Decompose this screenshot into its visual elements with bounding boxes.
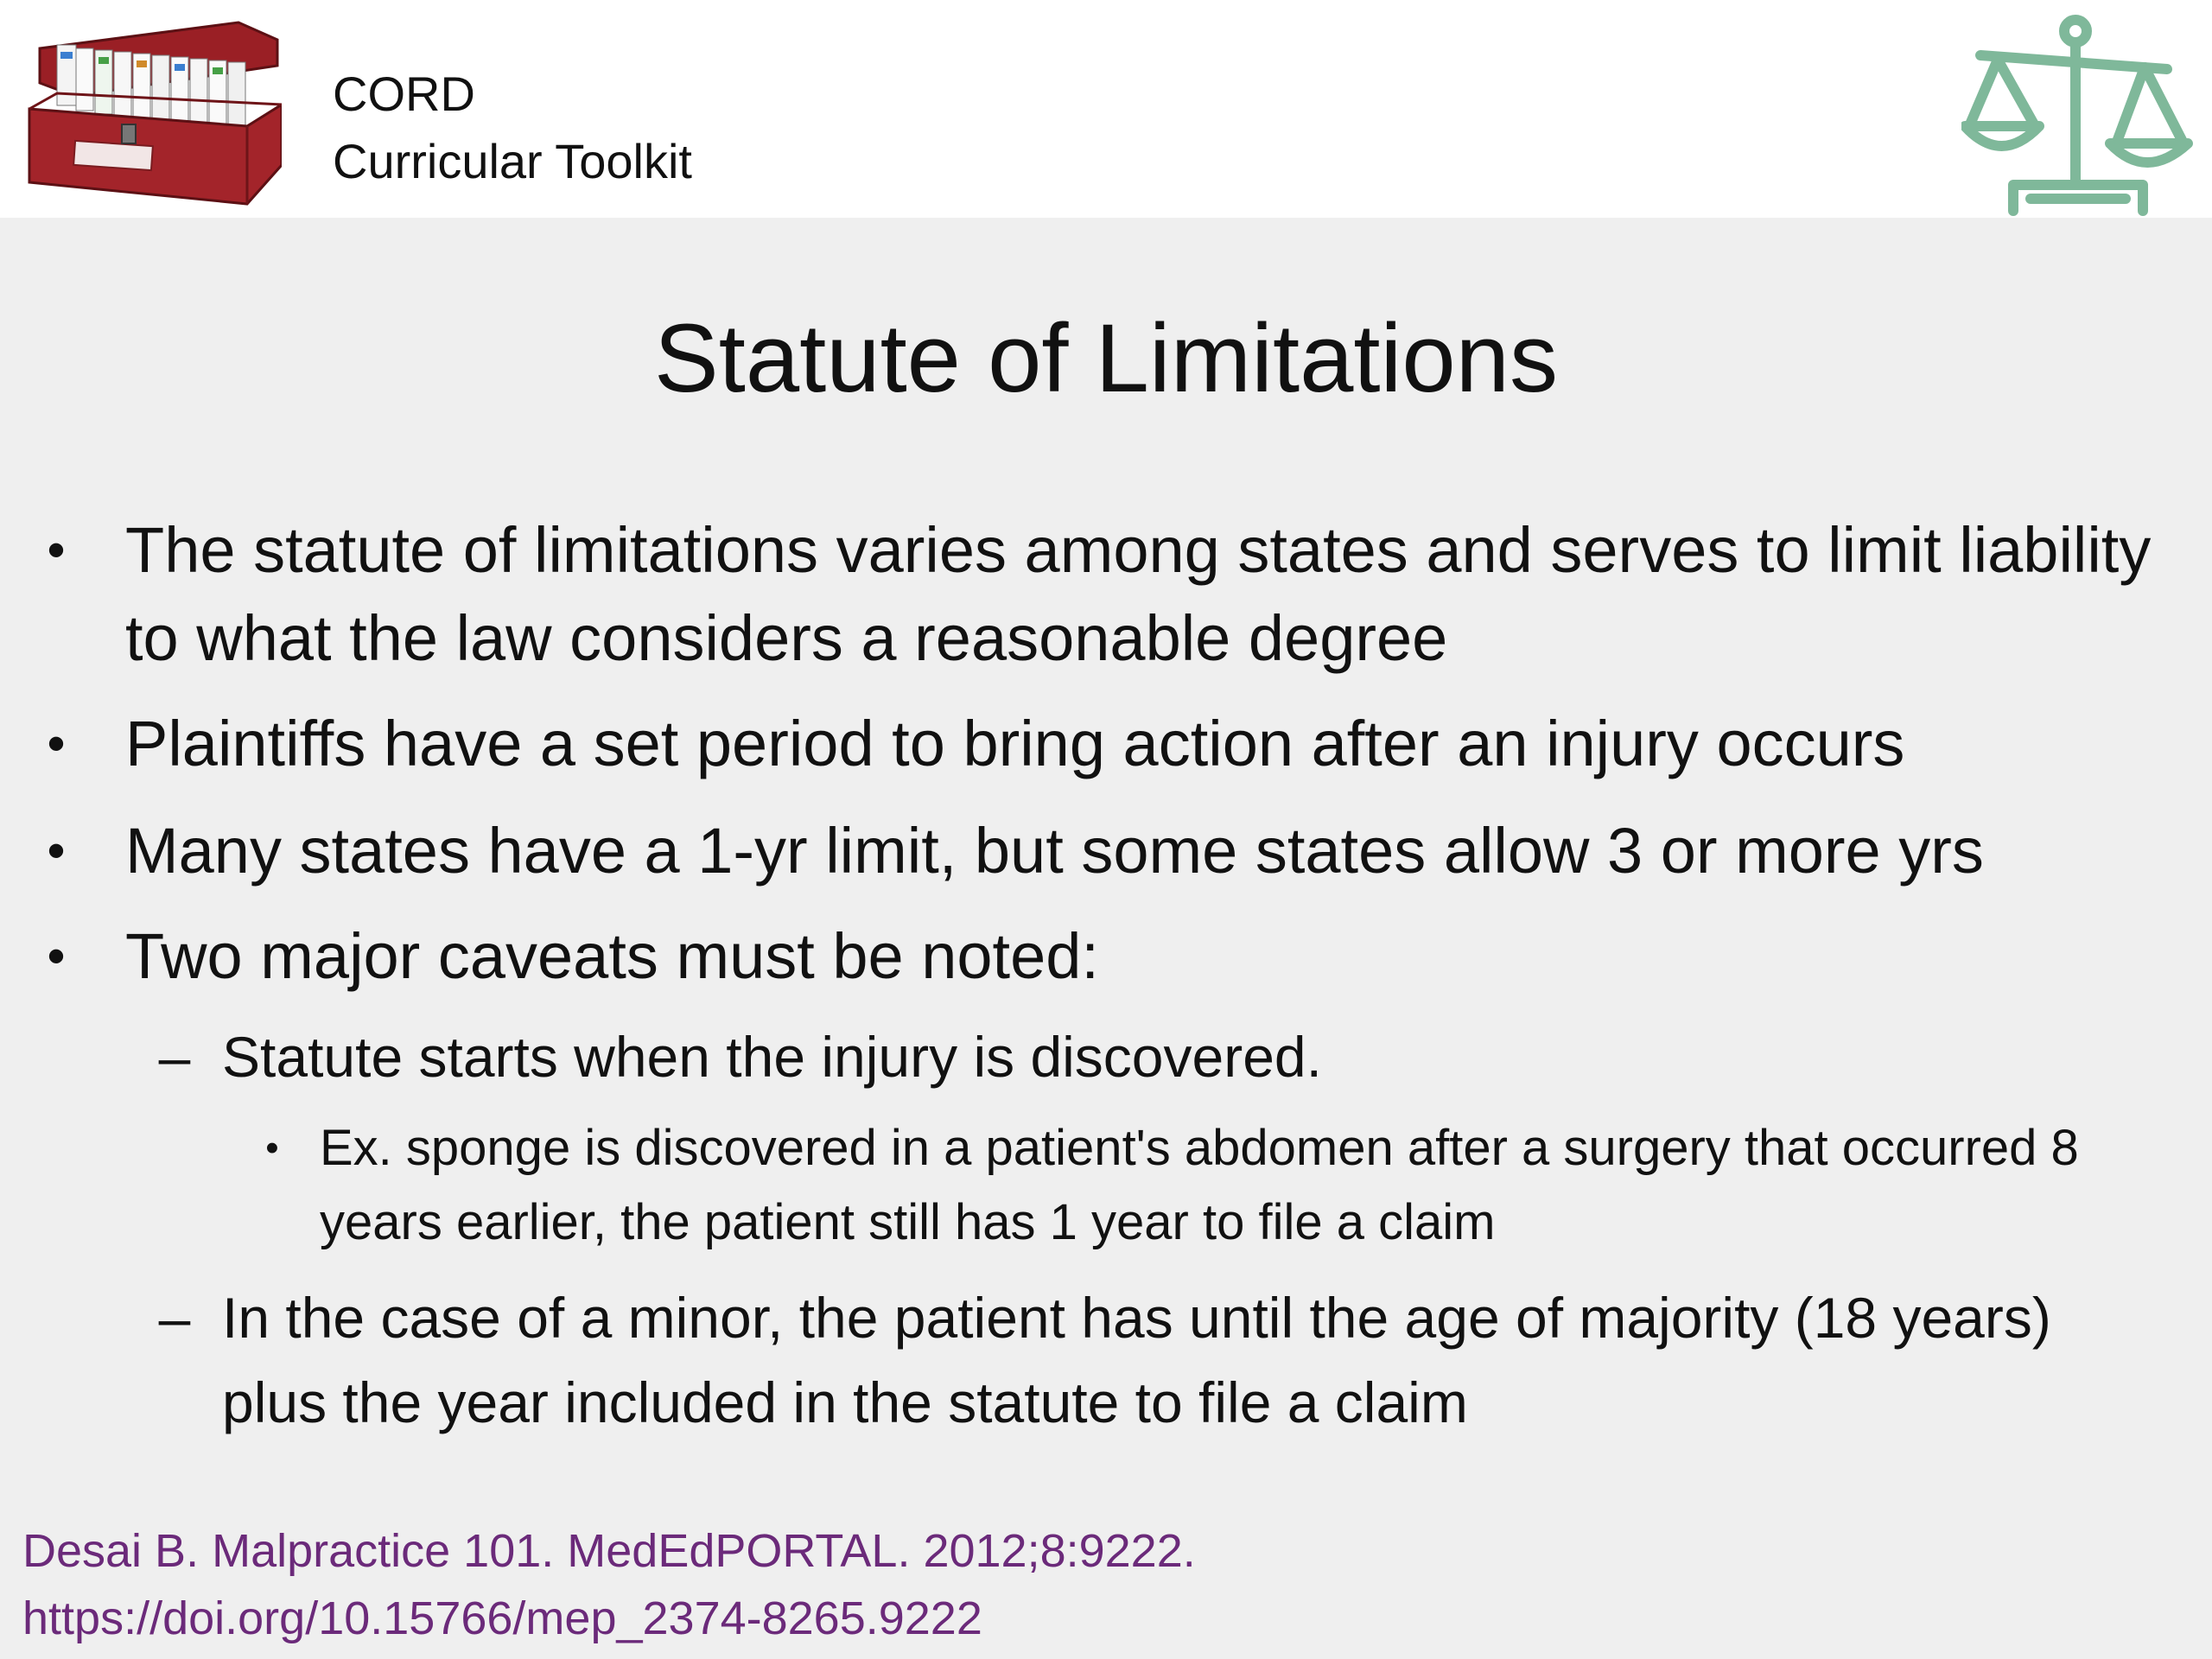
toolbox-icon [22,14,282,213]
sub-sub-bullet-text: Ex. sponge is discovered in a patient's abdomen after a surgery that occurred 8 years earlier, the patient still has 1 year to file a claim [320,1120,2079,1250]
brand-line-2: Curricular Toolkit [333,134,692,188]
sub-bullet-item [158,1275,2158,1445]
bullet-marker: • [47,927,66,985]
bullet-item [47,506,2182,683]
brand-text [333,60,692,195]
citation-doi-link[interactable]: https://doi.org/10.15766/mep_2374-8265.9222 [22,1592,982,1644]
bullet-text: Many states have a 1-yr limit, but some states allow 3 or more yrs [125,815,1984,887]
slide-title: Statute of Limitations [654,304,1558,412]
bullet-marker: • [47,715,66,772]
dash-marker: – [158,1025,191,1089]
bullet-text: Two major caveats must be noted: [125,920,1099,992]
slide-header [0,0,2212,218]
bullet-marker: • [47,822,66,880]
dash-marker: – [158,1286,191,1350]
sub-sub-bullet-item [265,1111,2134,1260]
sub-bullet-text: Statute starts when the injury is discovered. [222,1025,1322,1089]
sub-bullet-text: In the case of a minor, the patient has until the age of majority (18 years) plus the year included in the statute to file a claim [222,1286,2051,1434]
citation-line-1: Desai B. Malpractice 101. MedEdPORTAL. 2012;8:9222. [22,1525,1196,1577]
bullet-item [47,807,2182,895]
bullet-marker: • [47,521,66,579]
bullet-item [47,912,2182,1001]
sub-bullet-item [158,1014,2158,1099]
citation [22,1517,2096,1652]
bullet-text: The statute of limitations varies among states and serves to limit liability to what the law considers a reasonable degree [125,514,2152,674]
scales-of-justice-icon [1961,12,2195,216]
bullet-marker: • [265,1127,279,1169]
bullet-text: Plaintiffs have a set period to bring action after an injury occurs [125,708,1905,779]
brand-line-1: CORD [333,67,475,121]
bullet-item [47,700,2182,788]
